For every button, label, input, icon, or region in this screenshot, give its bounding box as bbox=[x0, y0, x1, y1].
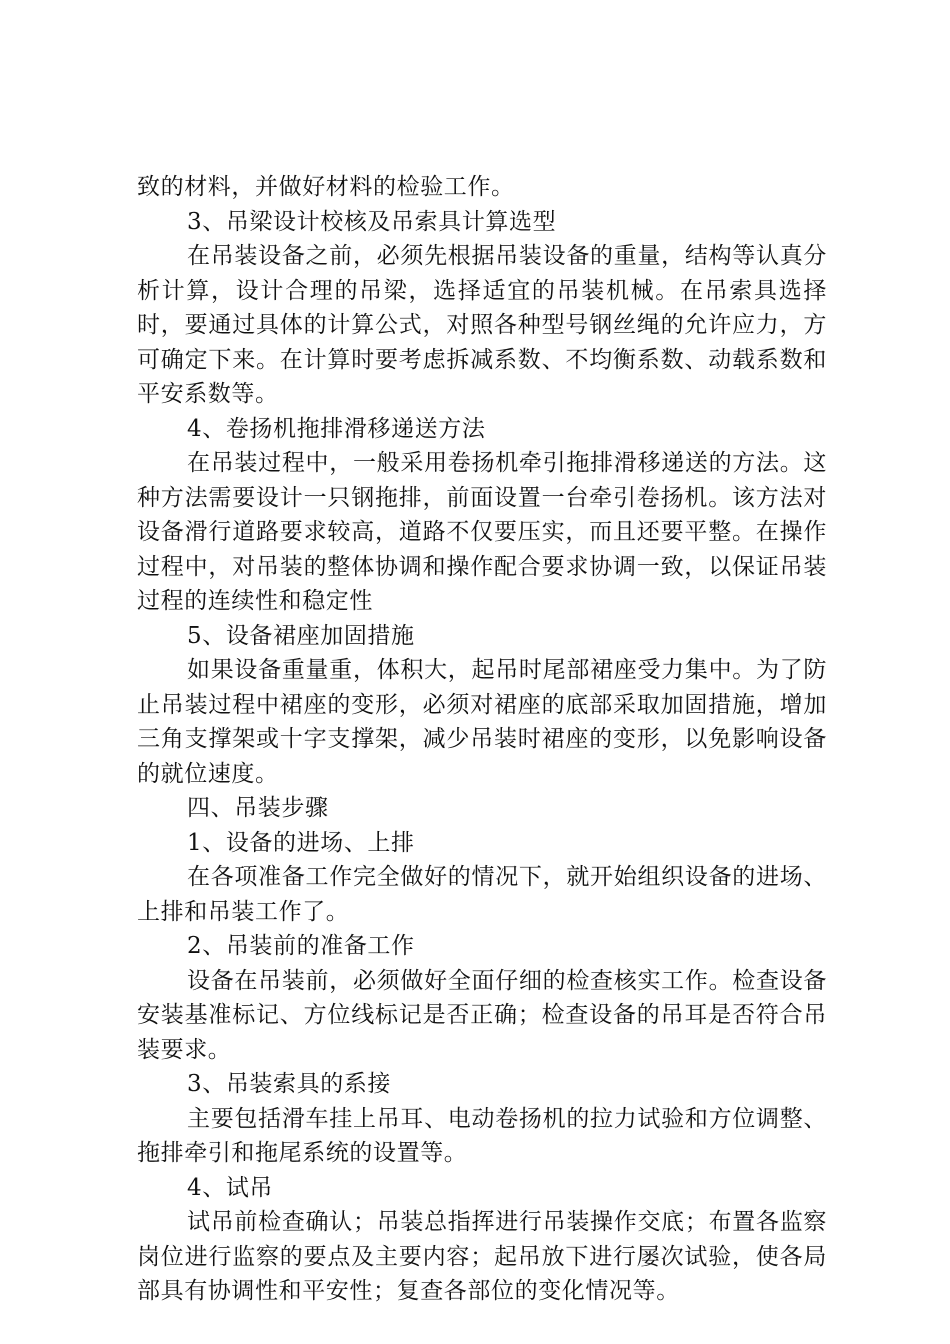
body-paragraph: 试吊前检查确认；吊装总指挥进行吊装操作交底；布置各监察岗位进行监察的要点及主要内容；起吊放下进行屡次试验，使各局部具有协调性和平安性；复查各部位的变化情况等。 bbox=[137, 1209, 827, 1304]
section-heading: 4、卷扬机拖排滑移递送方法 bbox=[187, 415, 486, 442]
section-heading: 2、吊装前的准备工作 bbox=[187, 933, 415, 959]
section-heading: 5、设备裙座加固措施 bbox=[187, 622, 415, 649]
section-heading: 1、设备的进场、上排 bbox=[187, 829, 415, 856]
section-heading: 4、试吊 bbox=[187, 1174, 274, 1201]
body-paragraph: 设备在吊装前，必须做好全面仔细的检查核实工作。检查设备安装基准标记、方位线标记是否正确；检查设备的吊耳是否符合吊装要求。 bbox=[137, 967, 827, 1063]
body-paragraph: 在各项准备工作完全做好的情况下，就开始组织设备的进场、上排和吊装工作了。 bbox=[137, 864, 827, 925]
chapter-heading: 四、吊装步骤 bbox=[187, 795, 329, 821]
section-heading: 3、吊装索具的系接 bbox=[187, 1071, 392, 1097]
body-paragraph: 在吊装过程中，一般采用卷扬机牵引拖排滑移递送的方法。这种方法需要设计一只钢拖排，前面设置一台牵引卷扬机。该方法对设备滑行道路要求较高，道路不仅要压实，而且还要平整。在操作过程中，对吊装的整体协调和操作配合要求协调一致，以保证吊装过程的连续性和稳定性 bbox=[137, 450, 827, 614]
body-paragraph: 如果设备重量重，体积大，起吊时尾部裙座受力集中。为了防止吊装过程中裙座的变形，必须对裙座的底部采取加固措施，增加三角支撑架或十字支撑架，减少吊装时裙座的变形，以免影响设备的就位速度。 bbox=[137, 657, 827, 787]
section-heading: 3、吊梁设计校核及吊索具计算选型 bbox=[187, 208, 557, 235]
body-paragraph: 在吊装设备之前，必须先根据吊装设备的重量，结构等认真分析计算，设计合理的吊梁，选择适宜的吊装机械。在吊索具选择时，要通过具体的计算公式，对照各种型号钢丝绳的允许应力，方可确定下来。在计算时要考虑拆减系数、不均衡系数、动载系数和平安系数等。 bbox=[137, 243, 827, 407]
paragraph-continuation: 致的材料，并做好材料的检验工作。 bbox=[137, 174, 515, 200]
body-paragraph: 主要包括滑车挂上吊耳、电动卷扬机的拉力试验和方位调整、拖排牵引和拖尾系统的设置等。 bbox=[137, 1105, 827, 1166]
document-page bbox=[137, 170, 827, 1309]
